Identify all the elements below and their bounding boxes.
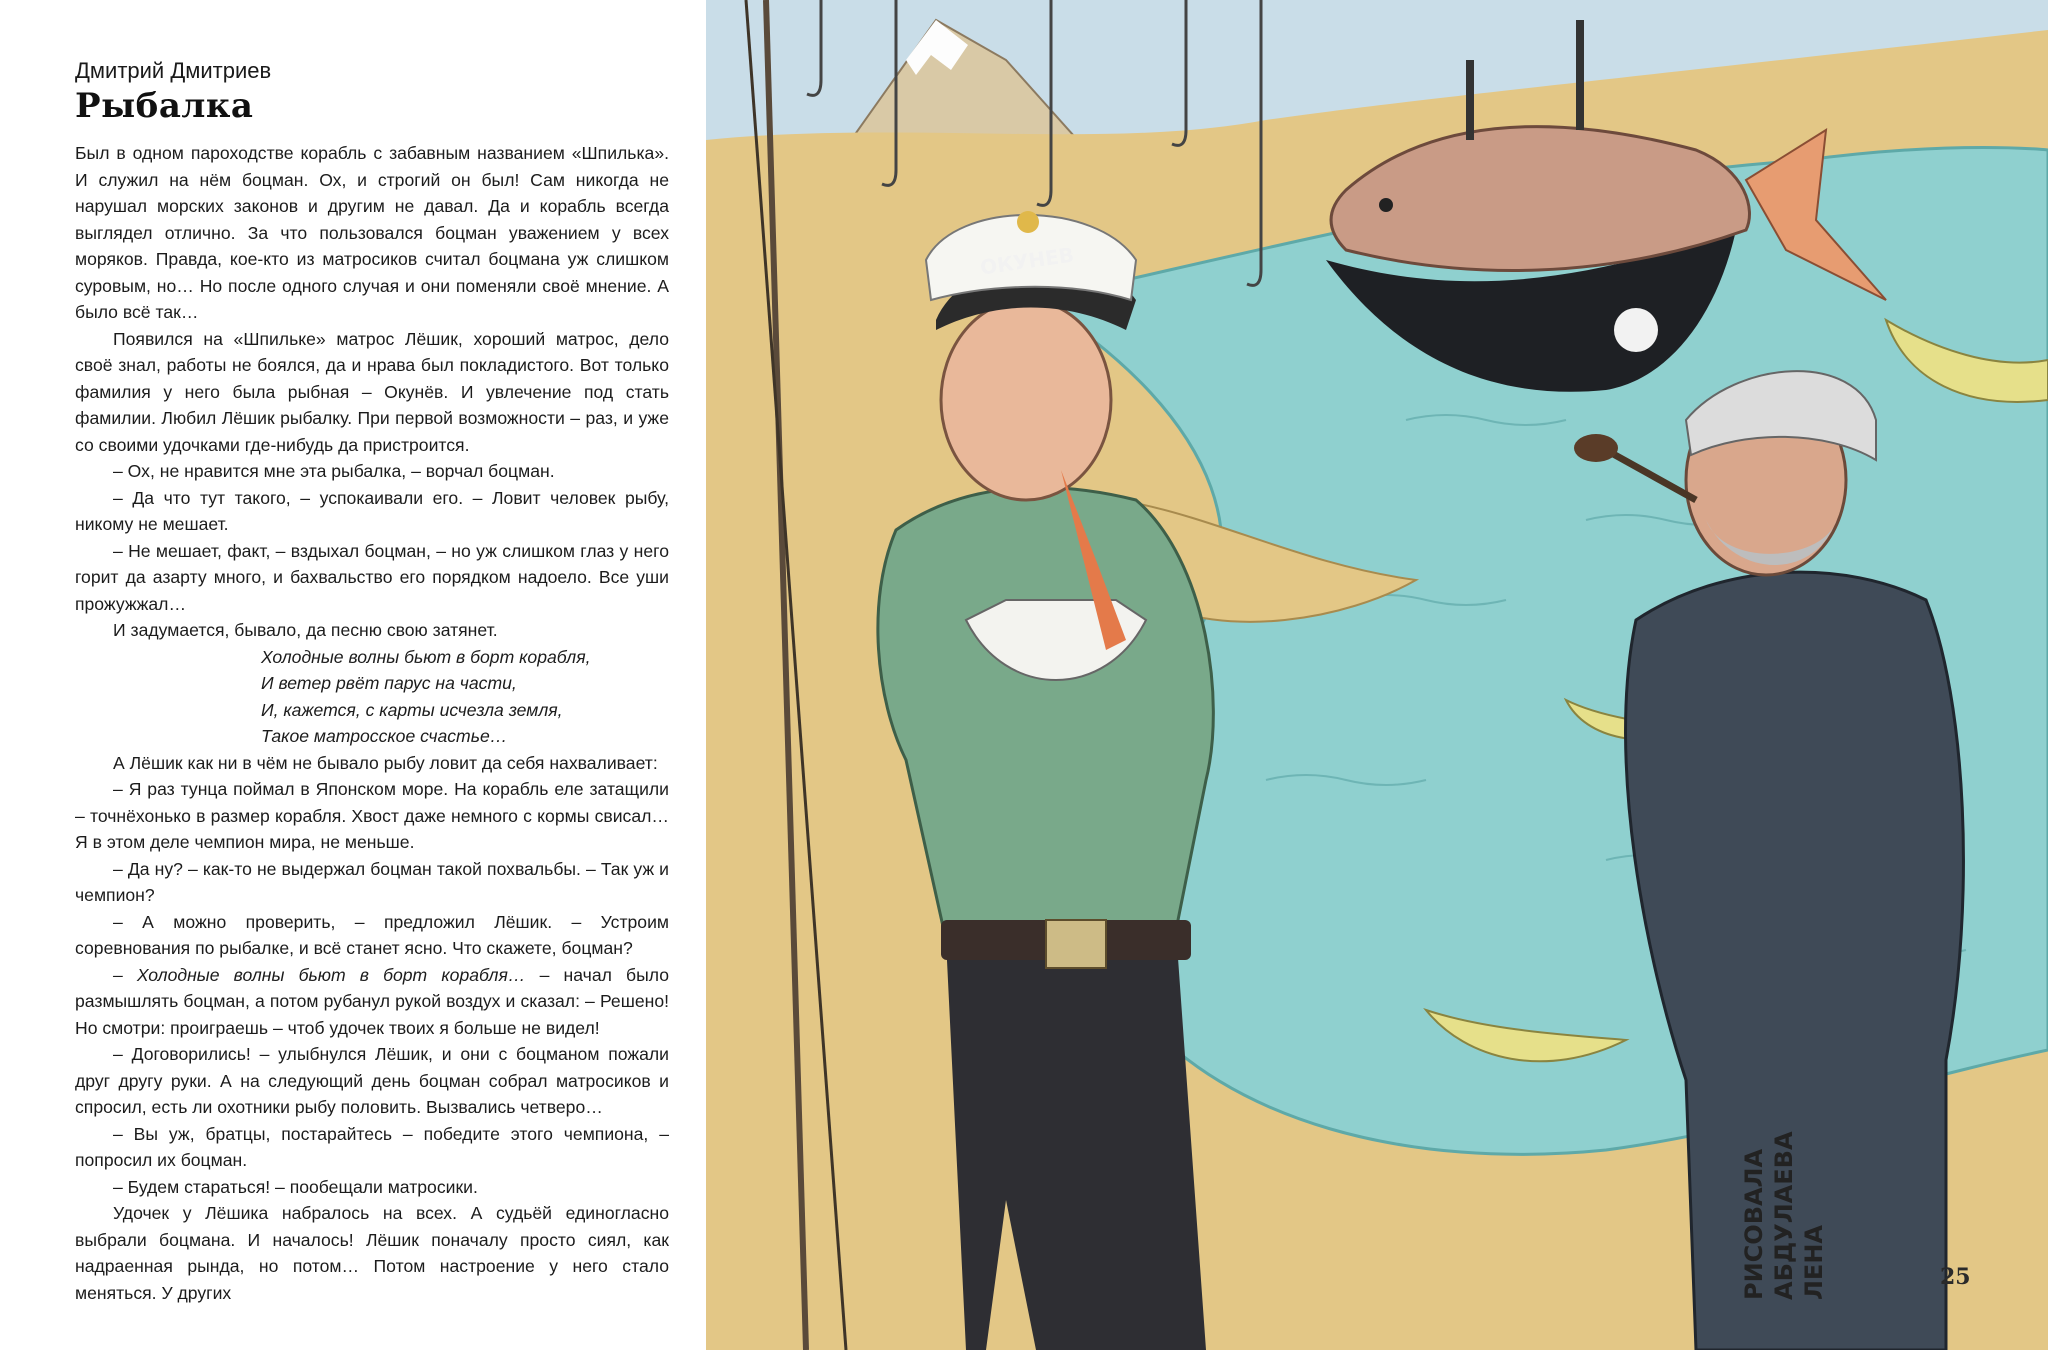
story-illustration bbox=[706, 0, 2048, 1350]
paragraph: – Вы уж, братцы, постарайтесь – победите этого чемпиона, – попросил их боцман. bbox=[75, 1123, 669, 1170]
song-quote: – Холодные волны бьют в борт корабля… bbox=[113, 964, 526, 985]
paragraph bbox=[75, 962, 669, 1042]
paragraph: Появился на «Шпильке» матрос Лёшик, хороший матрос, дело своё знал, работы не боялся, да и нрава был покладистого. Вот только фамилия у него была рыбная – Окунёв. И увлечение под стать фамилии. Любил Лёшик рыбалку. При первой возможности – раз, и уже со своими удочками где-нибудь да пристроится. bbox=[75, 328, 669, 455]
paragraph: – Не мешает, факт, – вздыхал боцман, – но уж слишком глаз у него горит да азарту много, и бахвальство его порядком надоело. Все уши прожужжал… bbox=[75, 540, 669, 614]
signature-line: ЛЕНА bbox=[1800, 1225, 1828, 1300]
paragraph: Удочек у Лёшика набралось на всех. А судьёй единогласно выбрали боцмана. И началось! Лёшик поначалу просто сиял, как надраенная рында, но потом… Потом настроение у него стало меняться. У других bbox=[75, 1203, 669, 1303]
paragraph: И задумается, бывало, да песню свою затянет. bbox=[113, 620, 498, 640]
signature-line: РИСОВАЛА bbox=[1740, 1148, 1768, 1300]
verse-line: И, кажется, с карты исчезла земля, bbox=[261, 699, 563, 720]
story-title: Рыбалка bbox=[75, 86, 254, 126]
signature-line: АБДУЛАЕВА bbox=[1770, 1131, 1798, 1300]
story-body bbox=[75, 140, 669, 1306]
paragraph: – Да что тут такого, – успокаивали его. – Ловит человек рыбу, никому не мешает. bbox=[75, 487, 669, 534]
paragraph: Был в одном пароходстве корабль с забавным названием «Шпилька». И служил на нём боцман. Ох, и строгий он был! Сам никогда не нарушал морских законов и другим не давал. Да и корабль всегда выглядел отлично. За что пользовался боцман уважением у всех моряков. Правда, кое-кто из матросиков считал боцмана уж слишком суровым, но… Но после одного случая и они поменяли своё мнение. А было всё так… bbox=[75, 143, 669, 322]
paragraph-text: – начал было размышлять боцман, а потом рубанул рукой воздух и сказал: – Решено! Но смотри: проиграешь – чтоб удочек твоих я больше не видел! bbox=[75, 964, 669, 1038]
paragraph: А Лёшик как ни в чём не бывало рыбу ловит да себя нахваливает: bbox=[113, 752, 658, 773]
author-name: Дмитрий Дмитриев bbox=[75, 58, 272, 83]
paragraph: – Да ну? – как-то не выдержал боцман такой похвальбы. – Так уж и чемпион? bbox=[75, 858, 669, 905]
paragraph: – Будем стараться! – пообещали матросики. bbox=[113, 1176, 478, 1197]
text-page bbox=[0, 0, 706, 1350]
page-number: 25 bbox=[1940, 1264, 1971, 1290]
cap-label: ОКУНЕВ bbox=[978, 242, 1076, 280]
verse-line: Такое матросское счастье… bbox=[261, 726, 508, 746]
verse-line: Холодные волны бьют в борт корабля, bbox=[261, 646, 591, 667]
paragraph: – А можно проверить, – предложил Лёшик. – Устроим соревнования по рыбалке, и всё станет ясно. Что скажете, боцман? bbox=[75, 911, 669, 958]
verse-line: И ветер рвёт парус на части, bbox=[261, 673, 517, 693]
paragraph: – Я раз тунца поймал в Японском море. На корабль еле затащили – точнёхонько в размер корабля. Хвост даже немного с кормы свисал… Я в этом деле чемпион мира, не меньше. bbox=[75, 779, 669, 852]
paragraph: – Ох, не нравится мне эта рыбалка, – ворчал боцман. bbox=[113, 461, 555, 481]
paragraph: – Договорились! – улыбнулся Лёшик, и они с боцманом пожали друг другу руки. А на следующий день боцман собрал матросиков и спросил, есть ли охотники рыбу половить. Вызвались четверо… bbox=[75, 1044, 669, 1117]
